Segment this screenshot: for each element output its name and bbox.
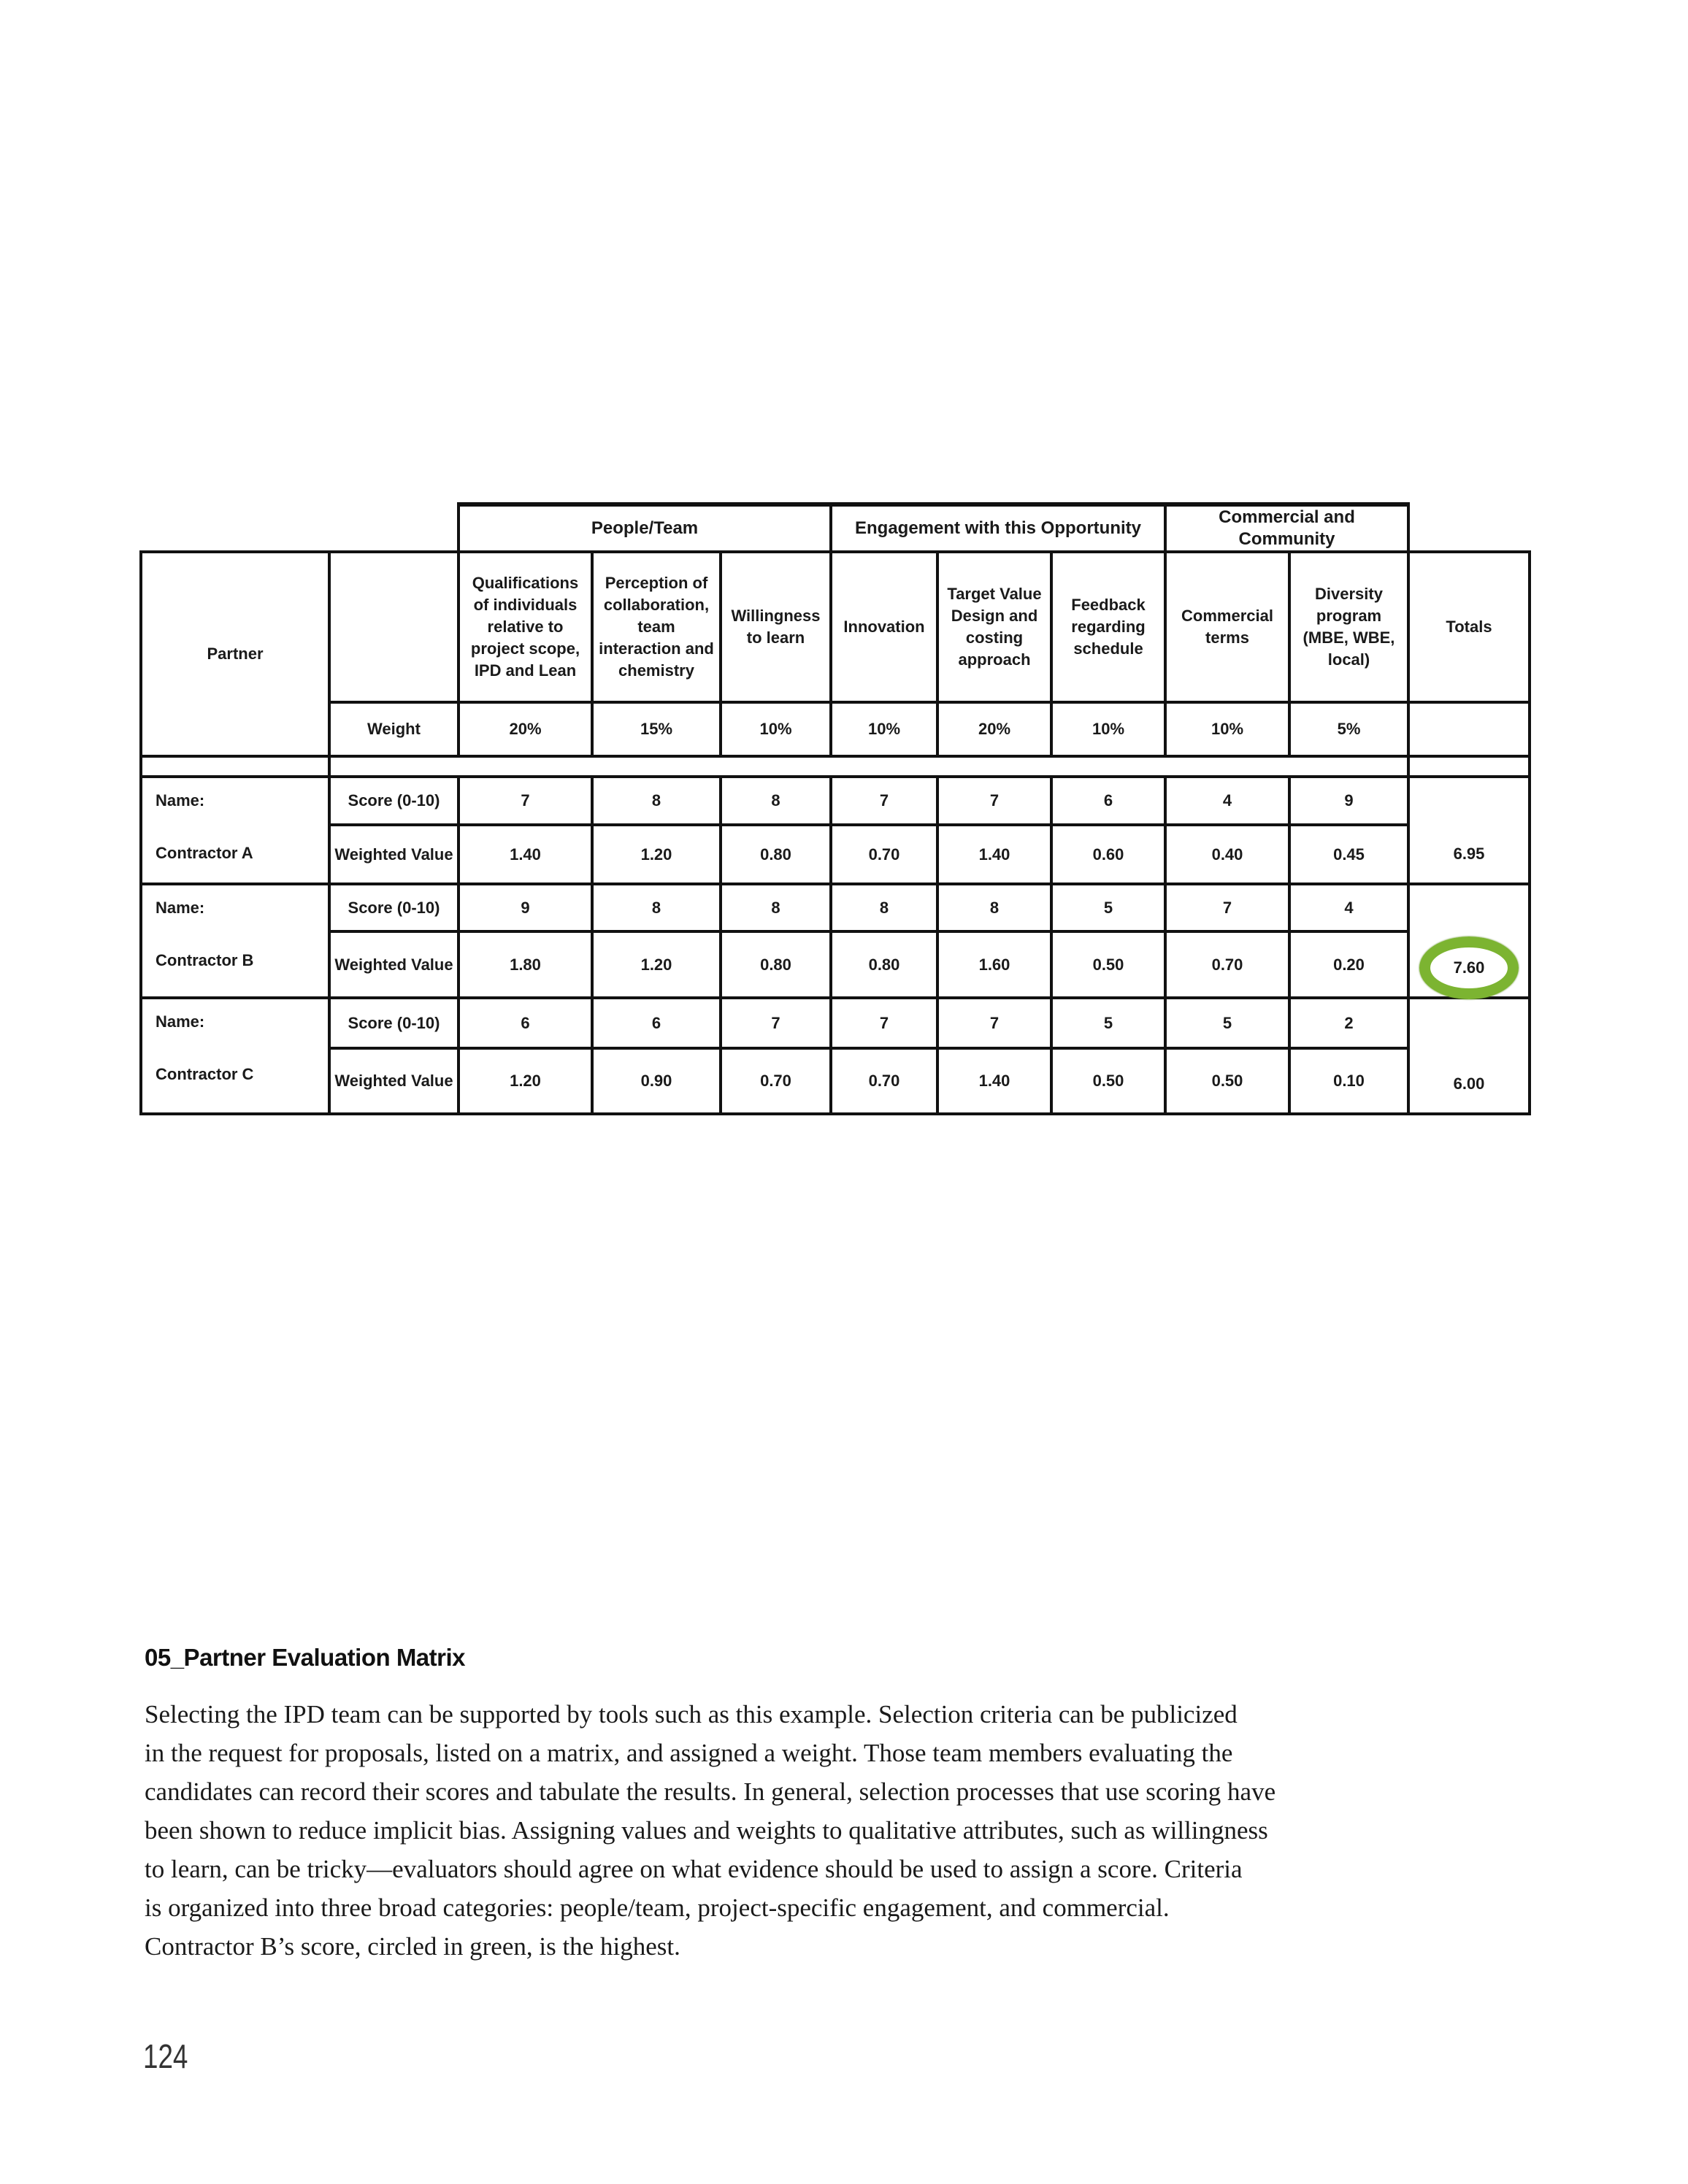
contractor-score-row [141,777,1530,825]
contractor-weighted-row [141,931,1530,998]
name-label: Name: [156,1012,205,1031]
contractor-name-cell [141,884,329,998]
partner-evaluation-matrix [139,502,1531,1115]
score-value: 8 [831,884,937,931]
weight-row [141,702,1530,756]
figure-caption-title: 05_Partner Evaluation Matrix [145,1644,466,1671]
total-value [1408,884,1530,998]
partner-header: Partner [141,552,329,756]
category-commercial-community: Commercial and Community [1165,504,1408,552]
blank-cell [141,504,459,552]
score-value: 7 [459,777,592,825]
criterion-header: Perception of collaboration, team interaction and chemistry [592,552,721,702]
criterion-header: Diversity program (MBE, WBE, local) [1289,552,1408,702]
criteria-header-row [141,552,1530,702]
weight-label: Weight [329,702,459,756]
score-value: 9 [459,884,592,931]
weighted-value: 0.45 [1289,825,1408,884]
blank-header-cell [329,552,459,702]
weighted-value: 0.50 [1165,1048,1289,1114]
score-value: 5 [1165,998,1289,1048]
caption-line: to learn, can be tricky—evaluators should agree on what evidence should be used to assign a score. Criteria [145,1855,1243,1883]
score-value: 7 [721,998,831,1048]
score-value: 7 [937,998,1051,1048]
score-value: 8 [937,884,1051,931]
score-value: 5 [1051,884,1165,931]
score-value: 8 [592,777,721,825]
contractor-name: Contractor A [156,844,253,862]
total-value: 6.95 [1408,777,1530,884]
score-label: Score (0-10) [329,998,459,1048]
weighted-value: 0.70 [721,1048,831,1114]
weight-value: 10% [1051,702,1165,756]
criterion-header: Willingness to learn [721,552,831,702]
weighted-value: 1.20 [592,931,721,998]
weighted-value: 0.80 [721,931,831,998]
weighted-value-label: Weighted Value [329,931,459,998]
score-value: 8 [592,884,721,931]
caption-line: is organized into three broad categories: people/team, project-specific engagement, and commercial. [145,1893,1170,1922]
caption-line: candidates can record their scores and tabulate the results. In general, selection processes that use scoring have [145,1777,1276,1806]
score-value: 6 [592,998,721,1048]
weighted-value: 1.60 [937,931,1051,998]
spacer-cell [141,756,329,777]
caption-line: Selecting the IPD team can be supported by tools such as this example. Selection criteria can be publicized [145,1700,1238,1729]
caption-line: in the request for proposals, listed on a matrix, and assigned a weight. Those team members evaluating the [145,1739,1233,1767]
contractor-score-row [141,884,1530,931]
figure-caption-body [145,1695,1473,1966]
score-value: 2 [1289,998,1408,1048]
contractor-name: Contractor B [156,951,254,969]
score-value: 8 [721,884,831,931]
weighted-value-label: Weighted Value [329,825,459,884]
blank-cell [1408,702,1530,756]
spacer-cell [329,756,1408,777]
weighted-value: 0.20 [1289,931,1408,998]
score-value: 7 [831,777,937,825]
name-label: Name: [156,899,205,917]
contractor-weighted-row [141,825,1530,884]
score-value: 4 [1165,777,1289,825]
criterion-header: Qualifications of individuals relative to project scope, IPD and Lean [459,552,592,702]
weighted-value: 1.40 [459,825,592,884]
weighted-value: 1.20 [592,825,721,884]
score-value: 7 [1165,884,1289,931]
weighted-value: 0.50 [1051,1048,1165,1114]
weight-value: 10% [1165,702,1289,756]
weight-value: 10% [721,702,831,756]
weighted-value: 1.80 [459,931,592,998]
contractor-name: Contractor C [156,1065,254,1083]
score-value: 4 [1289,884,1408,931]
weighted-value: 0.70 [831,1048,937,1114]
weighted-value: 0.70 [831,825,937,884]
score-value: 6 [1051,777,1165,825]
weighted-value: 0.80 [721,825,831,884]
spacer-row [141,756,1530,777]
score-value: 9 [1289,777,1408,825]
weight-value: 15% [592,702,721,756]
weight-value: 10% [831,702,937,756]
weight-value: 20% [459,702,592,756]
weighted-value: 1.20 [459,1048,592,1114]
weighted-value: 0.50 [1051,931,1165,998]
weighted-value-label: Weighted Value [329,1048,459,1114]
weighted-value: 1.40 [937,825,1051,884]
category-people-team: People/Team [459,504,831,552]
score-value: 8 [721,777,831,825]
weighted-value: 0.60 [1051,825,1165,884]
contractor-name-cell [141,777,329,884]
blank-cell [1408,504,1530,552]
name-label: Name: [156,791,205,810]
page-number: 124 [143,2037,188,2075]
weight-value: 5% [1289,702,1408,756]
contractor-score-row [141,998,1530,1048]
score-value: 6 [459,998,592,1048]
caption-line: Contractor B’s score, circled in green, is the highest. [145,1932,680,1961]
score-value: 7 [831,998,937,1048]
contractor-name-cell [141,998,329,1114]
weighted-value: 0.80 [831,931,937,998]
score-value: 7 [937,777,1051,825]
criterion-header: Commercial terms [1165,552,1289,702]
criterion-header: Target Value Design and costing approach [937,552,1051,702]
score-value: 5 [1051,998,1165,1048]
weighted-value: 0.10 [1289,1048,1408,1114]
highlighted-total: 7.60 [1453,958,1485,977]
category-row [141,504,1530,552]
totals-header: Totals [1408,552,1530,702]
criterion-header: Innovation [831,552,937,702]
weighted-value: 0.40 [1165,825,1289,884]
weight-value: 20% [937,702,1051,756]
score-label: Score (0-10) [329,777,459,825]
criterion-header: Feedback regarding schedule [1051,552,1165,702]
caption-line: been shown to reduce implicit bias. Assigning values and weights to qualitative attributes, such as willingness [145,1816,1268,1845]
weighted-value: 0.70 [1165,931,1289,998]
category-engagement: Engagement with this Opportunity [831,504,1165,552]
total-value: 6.00 [1408,998,1530,1114]
weighted-value: 1.40 [937,1048,1051,1114]
weighted-value: 0.90 [592,1048,721,1114]
contractor-weighted-row [141,1048,1530,1114]
spacer-cell [1408,756,1530,777]
score-label: Score (0-10) [329,884,459,931]
